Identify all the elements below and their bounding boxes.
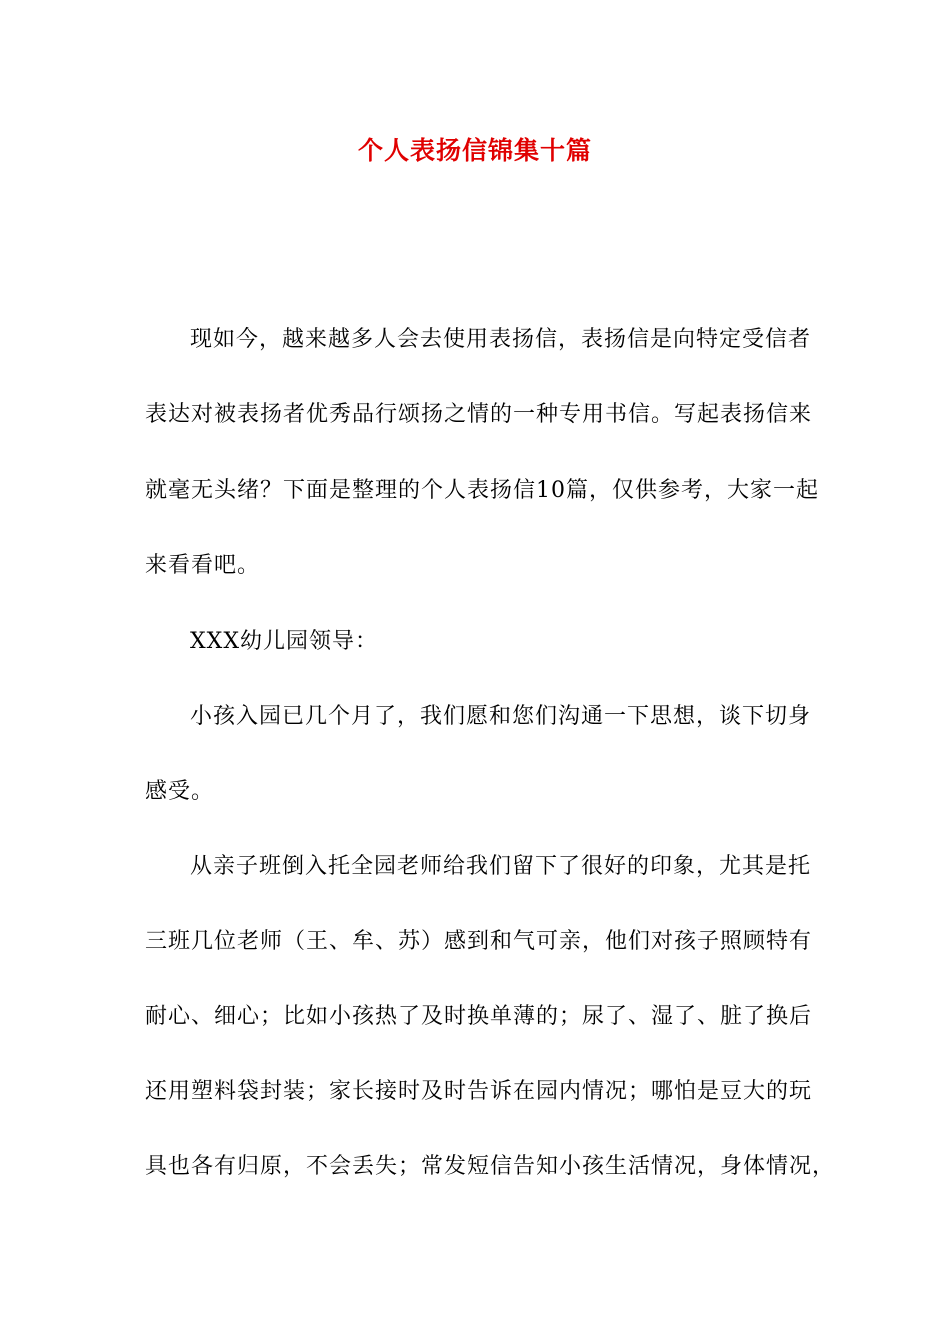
salutation-line: XXX幼儿园领导：: [190, 629, 378, 654]
paragraph-line: 现如今，越来越多人会去使用表扬信，表扬信是向特定受信者: [190, 327, 812, 352]
paragraph-line: 就毫无头绪？下面是整理的个人表扬信10篇，仅供参考，大家一起: [145, 478, 819, 503]
paragraph-line: 小孩入园已几个月了，我们愿和您们沟通一下思想，谈下切身: [190, 704, 812, 729]
paragraph-line: 三班几位老师（王、牟、苏）感到和气可亲，他们对孩子照顾特有: [145, 929, 813, 954]
paragraph-line: 感受。: [145, 779, 215, 804]
paragraph-line: 来看看吧。: [145, 553, 261, 578]
document-title: 个人表扬信锦集十篇: [357, 136, 592, 165]
paragraph-line: 耐心、细心；比如小孩热了及时换单薄的；尿了、湿了、脏了换后: [145, 1004, 813, 1029]
paragraph-line: 从亲子班倒入托全园老师给我们留下了很好的印象，尤其是托: [190, 854, 812, 879]
paragraph-line: 还用塑料袋封装；家长接时及时告诉在园内情况；哪怕是豆大的玩: [145, 1079, 813, 1104]
paragraph-line: 表达对被表扬者优秀品行颂扬之情的一种专用书信。写起表扬信来: [145, 402, 813, 427]
paragraph-line: 具也各有归原，不会丢失；常发短信告知小孩生活情况，身体情况，: [145, 1154, 836, 1179]
